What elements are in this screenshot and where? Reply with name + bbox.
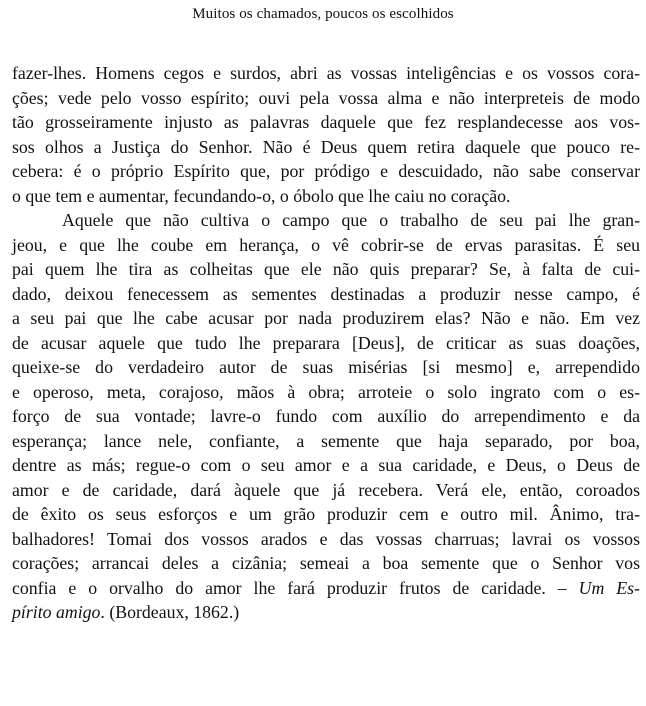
text-line: e operoso, meta, corajoso, mãos à obra; arroteie o solo ingrato com o es- bbox=[12, 381, 640, 402]
body-text bbox=[12, 61, 640, 625]
text-line: o que tem e aumentar, fecundando-o, o óbolo que lhe caiu no coração. bbox=[12, 185, 511, 206]
paragraph-1 bbox=[12, 61, 640, 208]
text-line: balhadores! Tomai dos vossos arados e das vossas charruas; lavrai os vossos bbox=[12, 528, 640, 549]
paragraph-2 bbox=[12, 208, 640, 625]
text-line: dado, deixou fenecessem as sementes destinadas a produzir nesse campo, é bbox=[12, 283, 640, 304]
signature-part: Um Es- bbox=[578, 577, 640, 598]
line-text: confia e o orvalho do amor lhe fará produzir frutos de caridade. – bbox=[12, 577, 567, 598]
text-line: jeou, e que lhe coube em herança, o vê cobrir-se de ervas parasitas. É seu bbox=[12, 234, 640, 255]
text-line: ções; vede pelo vosso espírito; ouvi pela vossa alma e não interpreteis de modo bbox=[12, 87, 640, 108]
text-line: corações; arrancai deles a cizânia; semeai a boa semente que o Senhor vos bbox=[12, 553, 640, 573]
text-line: queixe-se do verdadeiro autor de suas misérias [si mesmo] e, arrependido bbox=[12, 357, 640, 377]
text-line: dentre as más; regue-o com o seu amor e a sua caridade, e Deus, o Deus de bbox=[12, 455, 640, 475]
text-line: amor e de caridade, dará àquele que já recebera. Verá ele, então, coroados bbox=[12, 479, 640, 500]
text-line bbox=[12, 576, 640, 601]
text-line: a seu pai que lhe cabe acusar por nada produzirem elas? Não e não. Em vez bbox=[12, 308, 640, 328]
text-line: cebera: é o próprio Espírito que, por pródigo e descuidado, não sabe conservar bbox=[12, 161, 640, 181]
text-line: forço de sua vontade; lavre-o fundo com auxílio do arrependimento e da bbox=[12, 406, 640, 426]
text-line: tão grosseiramente injusto as palavras daquele que fez resplandecesse aos vos- bbox=[12, 112, 640, 132]
signature-part: pírito amigo bbox=[12, 602, 101, 622]
text-line: de acusar aquele que tudo lhe preparara [Deus], de criticar as suas doações, bbox=[12, 332, 640, 353]
text-line: esperança; lance nele, confiante, a semente que haja separado, por boa, bbox=[12, 430, 640, 451]
closing-source: . (Bordeaux, 1862.) bbox=[100, 602, 240, 622]
text-line: Aquele que não cultiva o campo que o trabalho de seu pai lhe gran- bbox=[62, 210, 640, 230]
text-line: sos olhos a Justiça do Senhor. Não é Deus quem retira daquele que pouco re- bbox=[12, 136, 640, 157]
text-line: fazer-lhes. Homens cegos e surdos, abri as vossas inteligências e os vossos cora- bbox=[12, 63, 640, 83]
running-header: Muitos os chamados, poucos os escolhidos bbox=[192, 6, 454, 22]
text-line: pai quem lhe tira as colheitas que ele não quis preparar? Se, à falta de cui- bbox=[12, 259, 640, 279]
text-line: de êxito os seus esforços e um grão produzir cem e outro mil. Ânimo, tra- bbox=[12, 504, 640, 524]
text-line bbox=[12, 600, 640, 625]
